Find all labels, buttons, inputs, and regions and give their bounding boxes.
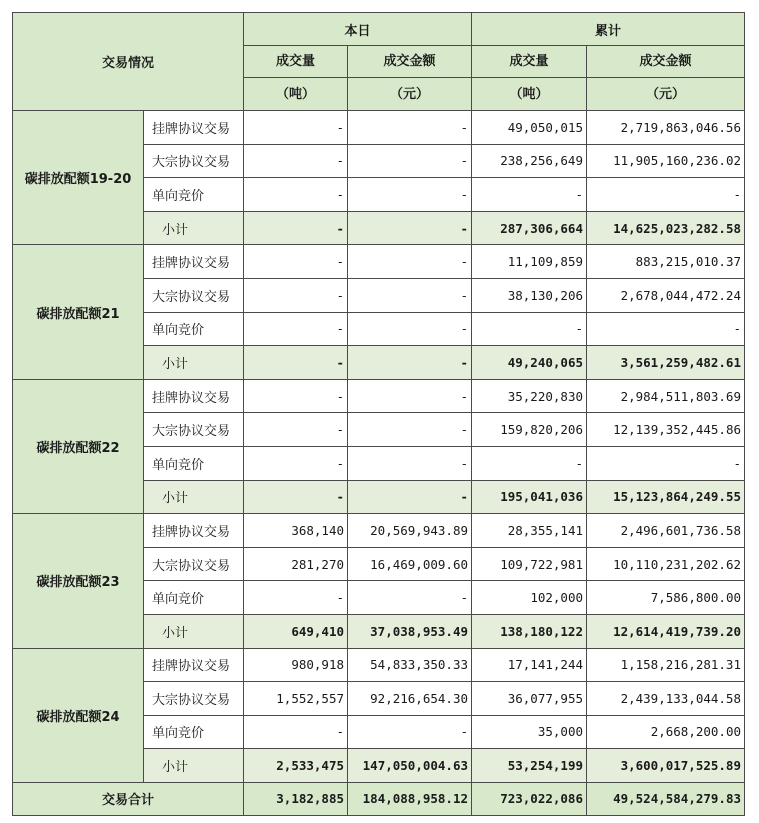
trade-type: 大宗协议交易 bbox=[144, 682, 244, 716]
subtotal-today-volume: 2,533,475 bbox=[244, 749, 348, 783]
cum-amount: 1,158,216,281.31 bbox=[587, 648, 745, 682]
header-trade-info: 交易情况 bbox=[13, 13, 244, 111]
trade-type: 挂牌协议交易 bbox=[144, 245, 244, 279]
today-amount: - bbox=[348, 413, 472, 447]
cum-volume: - bbox=[472, 446, 587, 480]
table-row bbox=[13, 245, 745, 279]
header-cumulative: 累计 bbox=[472, 13, 745, 46]
cum-amount: 883,215,010.37 bbox=[587, 245, 745, 279]
group-name: 碳排放配额24 bbox=[13, 648, 144, 782]
trade-type: 单向竞价 bbox=[144, 715, 244, 749]
subtotal-today-volume: - bbox=[244, 480, 348, 514]
today-volume: - bbox=[244, 379, 348, 413]
today-amount: - bbox=[348, 379, 472, 413]
today-amount: - bbox=[348, 178, 472, 212]
cum-volume: 109,722,981 bbox=[472, 547, 587, 581]
subtotal-today-amount: - bbox=[348, 346, 472, 380]
cum-amount: 2,496,601,736.58 bbox=[587, 514, 745, 548]
today-volume: - bbox=[244, 715, 348, 749]
today-volume: 1,552,557 bbox=[244, 682, 348, 716]
trade-type: 挂牌协议交易 bbox=[144, 514, 244, 548]
today-volume: - bbox=[244, 144, 348, 178]
trade-type: 大宗协议交易 bbox=[144, 547, 244, 581]
today-amount: - bbox=[348, 245, 472, 279]
group-name: 碳排放配额22 bbox=[13, 379, 144, 513]
subtotal-today-amount: - bbox=[348, 480, 472, 514]
cum-volume: - bbox=[472, 178, 587, 212]
table-row bbox=[13, 111, 745, 145]
today-amount: - bbox=[348, 715, 472, 749]
trade-type: 大宗协议交易 bbox=[144, 144, 244, 178]
trade-type: 单向竞价 bbox=[144, 446, 244, 480]
today-volume: - bbox=[244, 413, 348, 447]
header-today-amount-unit: （元） bbox=[348, 78, 472, 111]
cum-amount: - bbox=[587, 178, 745, 212]
total-cum-volume: 723,022,086 bbox=[472, 782, 587, 815]
cum-amount: - bbox=[587, 446, 745, 480]
total-today-volume: 3,182,885 bbox=[244, 782, 348, 815]
cum-volume: 38,130,206 bbox=[472, 278, 587, 312]
today-amount: 20,569,943.89 bbox=[348, 514, 472, 548]
header-today: 本日 bbox=[244, 13, 472, 46]
table-row bbox=[13, 648, 745, 682]
subtotal-today-volume: - bbox=[244, 346, 348, 380]
header-today-volume: 成交量 bbox=[244, 46, 348, 78]
subtotal-label: 小计 bbox=[144, 211, 244, 245]
subtotal-cum-amount: 14,625,023,282.58 bbox=[587, 211, 745, 245]
cum-volume: 35,220,830 bbox=[472, 379, 587, 413]
today-amount: - bbox=[348, 144, 472, 178]
subtotal-today-amount: - bbox=[348, 211, 472, 245]
cum-volume: 102,000 bbox=[472, 581, 587, 615]
today-volume: - bbox=[244, 581, 348, 615]
header-cum-amount: 成交金额 bbox=[587, 46, 745, 78]
subtotal-today-volume: - bbox=[244, 211, 348, 245]
subtotal-cum-amount: 3,561,259,482.61 bbox=[587, 346, 745, 380]
subtotal-cum-amount: 3,600,017,525.89 bbox=[587, 749, 745, 783]
subtotal-label: 小计 bbox=[144, 614, 244, 648]
today-amount: - bbox=[348, 446, 472, 480]
total-label: 交易合计 bbox=[13, 782, 244, 815]
total-today-amount: 184,088,958.12 bbox=[348, 782, 472, 815]
trade-type: 大宗协议交易 bbox=[144, 413, 244, 447]
subtotal-cum-volume: 287,306,664 bbox=[472, 211, 587, 245]
subtotal-label: 小计 bbox=[144, 480, 244, 514]
cum-amount: 2,668,200.00 bbox=[587, 715, 745, 749]
today-amount: - bbox=[348, 312, 472, 346]
cum-amount: 12,139,352,445.86 bbox=[587, 413, 745, 447]
trade-type: 挂牌协议交易 bbox=[144, 111, 244, 145]
trade-type: 单向竞价 bbox=[144, 178, 244, 212]
cum-amount: 2,439,133,044.58 bbox=[587, 682, 745, 716]
today-volume: - bbox=[244, 312, 348, 346]
today-volume: - bbox=[244, 178, 348, 212]
header-today-volume-unit: （吨） bbox=[244, 78, 348, 111]
today-volume: - bbox=[244, 278, 348, 312]
cum-amount: 10,110,231,202.62 bbox=[587, 547, 745, 581]
cum-volume: - bbox=[472, 312, 587, 346]
total-cum-amount: 49,524,584,279.83 bbox=[587, 782, 745, 815]
today-volume: 980,918 bbox=[244, 648, 348, 682]
subtotal-cum-volume: 53,254,199 bbox=[472, 749, 587, 783]
today-volume: - bbox=[244, 245, 348, 279]
today-volume: - bbox=[244, 446, 348, 480]
trade-type: 单向竞价 bbox=[144, 581, 244, 615]
subtotal-cum-volume: 195,041,036 bbox=[472, 480, 587, 514]
header-cum-amount-unit: （元） bbox=[587, 78, 745, 111]
cum-volume: 238,256,649 bbox=[472, 144, 587, 178]
header-cum-volume-unit: （吨） bbox=[472, 78, 587, 111]
today-volume: - bbox=[244, 111, 348, 145]
cum-volume: 28,355,141 bbox=[472, 514, 587, 548]
today-amount: 16,469,009.60 bbox=[348, 547, 472, 581]
subtotal-label: 小计 bbox=[144, 346, 244, 380]
cum-volume: 35,000 bbox=[472, 715, 587, 749]
subtotal-today-amount: 37,038,953.49 bbox=[348, 614, 472, 648]
cum-volume: 49,050,015 bbox=[472, 111, 587, 145]
cum-amount: 7,586,800.00 bbox=[587, 581, 745, 615]
trade-type: 单向竞价 bbox=[144, 312, 244, 346]
header-today-amount: 成交金额 bbox=[348, 46, 472, 78]
group-name: 碳排放配额19-20 bbox=[13, 111, 144, 245]
subtotal-today-amount: 147,050,004.63 bbox=[348, 749, 472, 783]
cum-amount: - bbox=[587, 312, 745, 346]
group-name: 碳排放配额23 bbox=[13, 514, 144, 648]
table-row bbox=[13, 514, 745, 548]
cum-amount: 2,984,511,803.69 bbox=[587, 379, 745, 413]
today-volume: 281,270 bbox=[244, 547, 348, 581]
today-amount: - bbox=[348, 111, 472, 145]
subtotal-cum-volume: 49,240,065 bbox=[472, 346, 587, 380]
cum-amount: 2,719,863,046.56 bbox=[587, 111, 745, 145]
today-amount: - bbox=[348, 278, 472, 312]
trade-type: 挂牌协议交易 bbox=[144, 648, 244, 682]
cum-volume: 17,141,244 bbox=[472, 648, 587, 682]
carbon-trading-table bbox=[12, 12, 745, 816]
cum-volume: 11,109,859 bbox=[472, 245, 587, 279]
total-row bbox=[13, 782, 745, 815]
subtotal-cum-volume: 138,180,122 bbox=[472, 614, 587, 648]
today-amount: 92,216,654.30 bbox=[348, 682, 472, 716]
header-cum-volume: 成交量 bbox=[472, 46, 587, 78]
cum-volume: 36,077,955 bbox=[472, 682, 587, 716]
subtotal-cum-amount: 12,614,419,739.20 bbox=[587, 614, 745, 648]
subtotal-label: 小计 bbox=[144, 749, 244, 783]
today-amount: 54,833,350.33 bbox=[348, 648, 472, 682]
today-amount: - bbox=[348, 581, 472, 615]
cum-volume: 159,820,206 bbox=[472, 413, 587, 447]
table-row bbox=[13, 379, 745, 413]
trade-type: 大宗协议交易 bbox=[144, 278, 244, 312]
cum-amount: 11,905,160,236.02 bbox=[587, 144, 745, 178]
group-name: 碳排放配额21 bbox=[13, 245, 144, 379]
trade-type: 挂牌协议交易 bbox=[144, 379, 244, 413]
subtotal-cum-amount: 15,123,864,249.55 bbox=[587, 480, 745, 514]
subtotal-today-volume: 649,410 bbox=[244, 614, 348, 648]
today-volume: 368,140 bbox=[244, 514, 348, 548]
cum-amount: 2,678,044,472.24 bbox=[587, 278, 745, 312]
